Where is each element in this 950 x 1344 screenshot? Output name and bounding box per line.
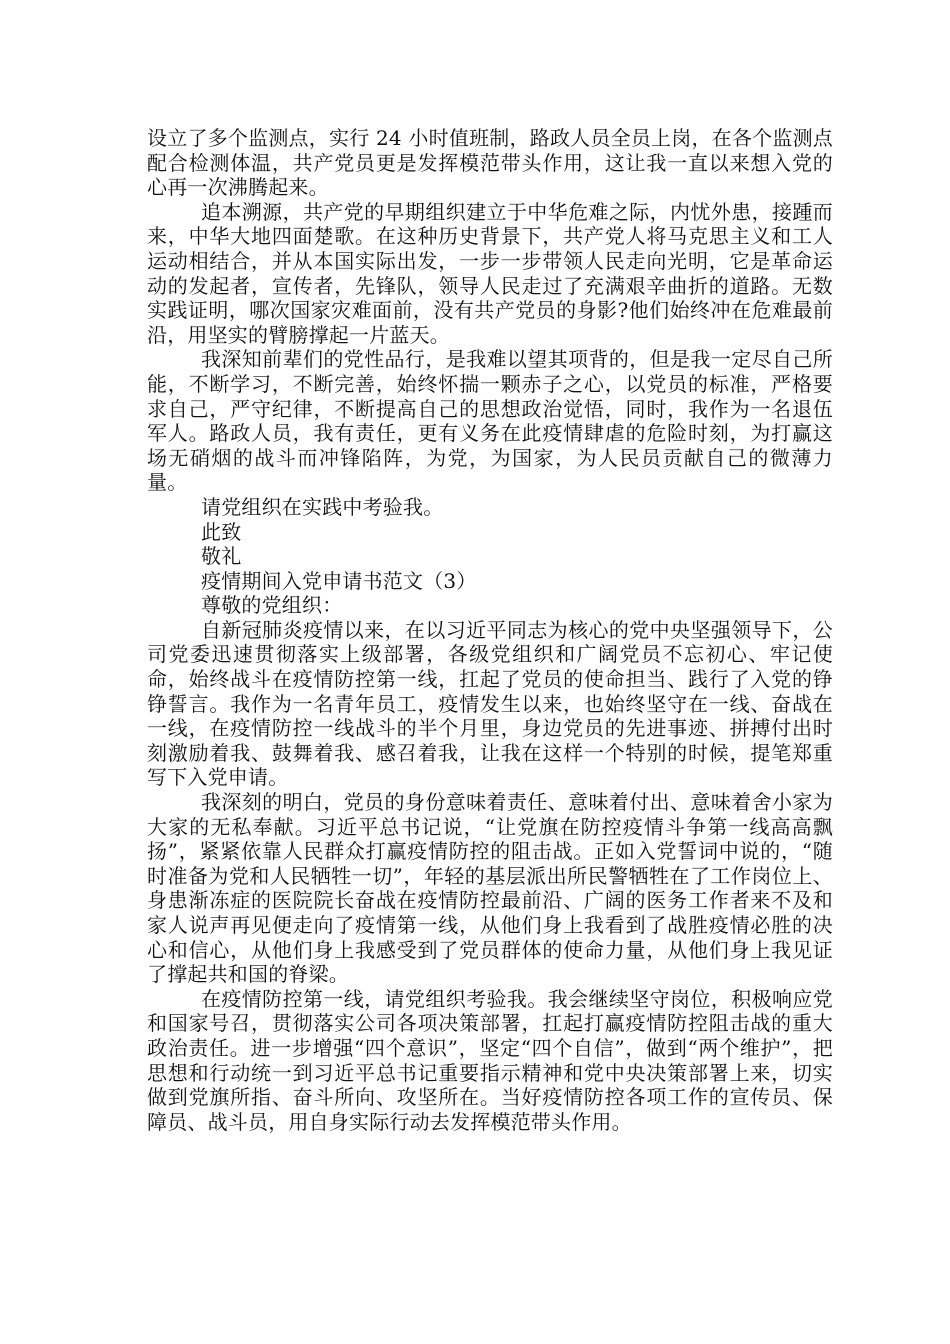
salutation-line: 此致 bbox=[201, 519, 242, 544]
paragraph: 请党组织在实践中考验我。 bbox=[201, 494, 444, 519]
paragraph: 追本溯源，共产党的早期组织建立于中华危难之际，内忧外患，接踵而来，中华大地四面楚歌。在这种历史背景下，共产党人将马克思主义和工人运动相结合，并从本国实际出发，一步一步带领人民走向光明，它是革命运动的发起者，宣传者，先锋队，领导人民走过了充满艰辛曲折的道路。无数实践证明，哪次国家灾难面前，没有共产党员的身影?他们始终冲在危难最前沿，用坚实的臂膀撑起一片蓝天。 bbox=[147, 199, 833, 347]
addressee-line: 尊敬的党组织： bbox=[201, 593, 343, 618]
paragraph: 我深刻的明白，党员的身份意味着责任、意味着付出、意味着舍小家为大家的无私奉献。习近平总书记说，“让党旗在防控疫情斗争第一线高高飘扬”，紧紧依靠人民群众打赢疫情防控的阻击战。正如入党誓词中说的，“随时准备为党和人民牺牲一切”，年轻的基层派出所民警牺牲在了工作岗位上、身患渐冻症的医院院长奋战在疫情防控最前沿、广阔的医务工作者来不及和家人说声再见便走向了疫情第一线，从他们身上我看到了战胜疫情必胜的决心和信心，从他们身上我感受到了党员群体的使命力量，从他们身上我见证了撑起共和国的脊梁。 bbox=[147, 790, 833, 987]
salutation-line: 敬礼 bbox=[201, 544, 242, 569]
paragraph: 设立了多个监测点，实行 24 小时值班制，路政人员全员上岗，在各个监测点配合检测体温，共产党员更是发挥模范带头作用，这让我一直以来想入党的心再一次沸腾起来。 bbox=[147, 126, 833, 200]
section-heading: 疫情期间入党申请书范文（3） bbox=[201, 568, 477, 593]
paragraph: 在疫情防控第一线，请党组织考验我。我会继续坚守岗位，积极响应党和国家号召，贯彻落实公司各项决策部署，扛起打赢疫情防控阻击战的重大政治责任。进一步增强“四个意识”，坚定“四个自信”，做到“两个维护”，把思想和行动统一到习近平总书记重要指示精神和党中央决策部署上来，切实做到党旗所指、奋斗所向、攻坚所在。当好疫情防控各项工作的宣传员、保障员、战斗员，用自身实际行动去发挥模范带头作用。 bbox=[147, 986, 833, 1134]
paragraph: 自新冠肺炎疫情以来，在以习近平同志为核心的党中央坚强领导下，公司党委迅速贯彻落实上级部署，各级党组织和广阔党员不忘初心、牢记使命，始终战斗在疫情防控第一线，扛起了党员的使命担当、践行了入党的铮铮誓言。我作为一名青年员工，疫情发生以来，也始终坚守在一线、奋战在一线，在疫情防控一线战斗的半个月里，身边党员的先进事迹、拼搏付出时刻激励着我、鼓舞着我、感召着我，让我在这样一个特别的时候，提笔郑重写下入党申请。 bbox=[147, 617, 833, 790]
document-body bbox=[147, 126, 833, 1134]
paragraph: 我深知前辈们的党性品行，是我难以望其项背的，但是我一定尽自己所能，不断学习，不断完善，始终怀揣一颗赤子之心，以党员的标准，严格要求自己，严守纪律，不断提高自己的思想政治觉悟，同时，我作为一名退伍军人。路政人员，我有责任，更有义务在此疫情肆虐的危险时刻，为打赢这场无硝烟的战斗而冲锋陷阵，为党，为国家，为人民员贡献自己的微薄力量。 bbox=[147, 347, 833, 495]
